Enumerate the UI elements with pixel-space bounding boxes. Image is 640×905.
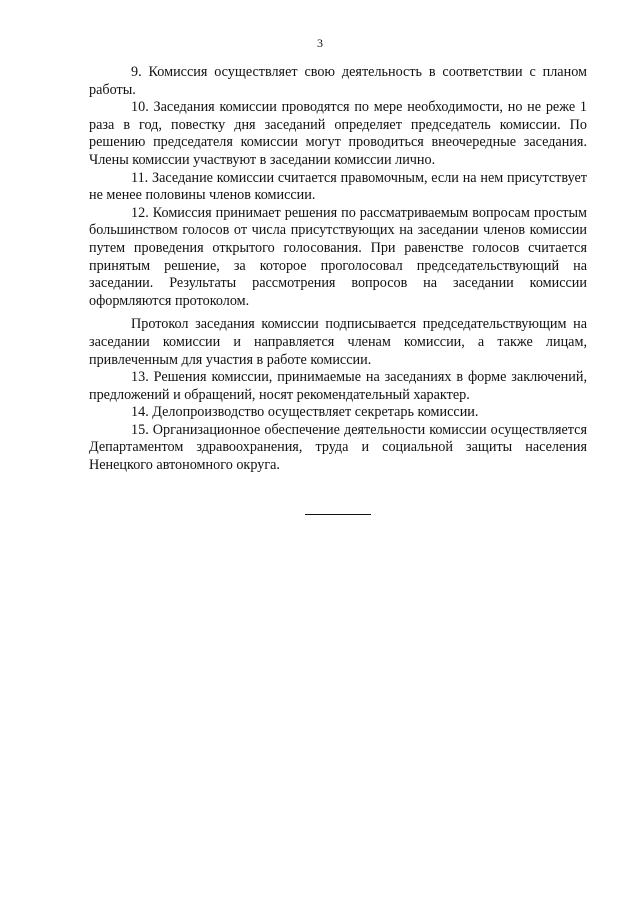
page-number: 3	[317, 36, 323, 50]
paragraph-12: 12. Комиссия принимает решения по рассматриваемым вопросам простым большинством голосов от числа присутствующих на заседании членов комиссии путем проведения открытого голосования. При равенстве голосов считается принятым решение, за которое проголосовал председательствующий на заседании. Результаты рассмотрения вопросов на заседании комиссии оформляются протоколом.	[89, 204, 587, 309]
paragraph-13: 13. Решения комиссии, принимаемые на заседаниях в форме заключений, предложений и обращений, носят рекомендательный характер.	[89, 369, 587, 403]
paragraph-9: 9. Комиссия осуществляет свою деятельность в соответствии с планом работы.	[89, 64, 587, 98]
paragraph-protocol: Протокол заседания комиссии подписывается председательствующим на заседании комиссии и направляется членам комиссии, а также лицам, привлеченным для участия в работе комиссии.	[89, 316, 587, 368]
paragraph-11: 11. Заседание комиссии считается правомочным, если на нем присутствует не менее половины членов комиссии.	[89, 169, 587, 204]
paragraph-14: 14. Делопроизводство осуществляет секретарь комиссии.	[131, 404, 479, 421]
paragraph-10: 10. Заседания комиссии проводятся по мере необходимости, но не реже 1 раза в год, повестку дня заседаний определяет председатель комиссии. По решению председателя комиссии могут проводиться внеочередные заседания. Члены комиссии участвуют в заседании комиссии лично.	[89, 99, 587, 168]
end-of-document-rule	[305, 514, 371, 515]
paragraph-15: 15. Организационное обеспечение деятельности комиссии осуществляется Департаментом здравоохранения, труда и социальной защиты населения Ненецкого автономного округа.	[89, 421, 587, 474]
document-body	[89, 64, 587, 475]
